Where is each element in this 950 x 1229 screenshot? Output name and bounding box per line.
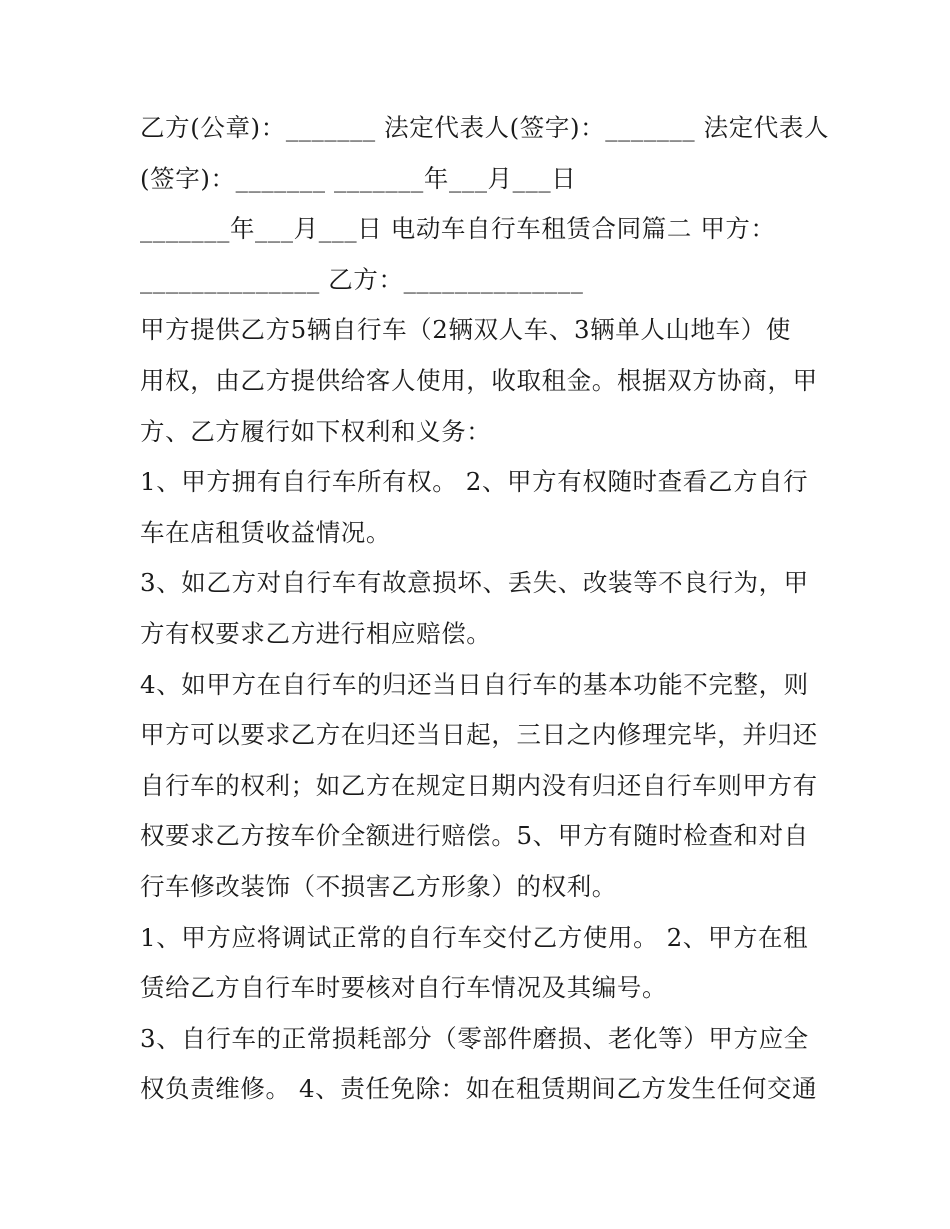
- text-line: 自行车的权利；如乙方在规定日期内没有归还自行车则甲方有: [140, 770, 818, 800]
- text-line: 3、如乙方对自行车有故意损坏、丢失、改装等不良行为，甲: [140, 568, 809, 598]
- text-line: 权要求乙方按车价全额进行赔偿。5、甲方有随时检查和对自: [140, 821, 809, 851]
- text-line: _______年___月___日 电动车自行车租赁合同篇二 甲方：: [140, 214, 776, 244]
- contract-text: [140, 103, 830, 1115]
- text-line: 1、甲方拥有自行车所有权。 2、甲方有权随时查看乙方自行: [140, 467, 809, 497]
- text-line: 乙方(公章)：_______ 法定代表人(签字)：_______ 法定代表人: [140, 113, 830, 142]
- text-line: 3、自行车的正常损耗部分（零部件磨损、老化等）甲方应全: [140, 1023, 809, 1053]
- text-line: 车在店租赁收益情况。: [140, 517, 391, 547]
- text-line: 方有权要求乙方进行相应赔偿。: [140, 618, 492, 648]
- text-line: 方、乙方履行如下权利和义务：: [140, 416, 492, 446]
- text-line: 4、如甲方在自行车的归还当日自行车的基本功能不完整，则: [140, 669, 809, 699]
- text-line: 行车修改装饰（不损害乙方形象）的权利。: [140, 871, 617, 901]
- text-line: 赁给乙方自行车时要核对自行车情况及其编号。: [140, 973, 668, 1003]
- text-line: 用权，由乙方提供给客人使用，收取租金。根据双方协商，甲: [140, 365, 818, 395]
- text-line: 权负责维修。 4、责任免除：如在租赁期间乙方发生任何交通: [140, 1074, 818, 1104]
- text-line: 甲方可以要求乙方在归还当日起，三日之内修理完毕，并归还: [140, 720, 818, 750]
- text-line: (签字)：_______ _______年___月___日: [140, 163, 577, 193]
- text-line: 甲方提供乙方5辆自行车（2辆双人车、3辆单人山地车）使: [140, 315, 791, 345]
- text-line: ______________ 乙方：______________: [140, 264, 584, 294]
- text-line: 1、甲方应将调试正常的自行车交付乙方使用。 2、甲方在租: [140, 922, 809, 952]
